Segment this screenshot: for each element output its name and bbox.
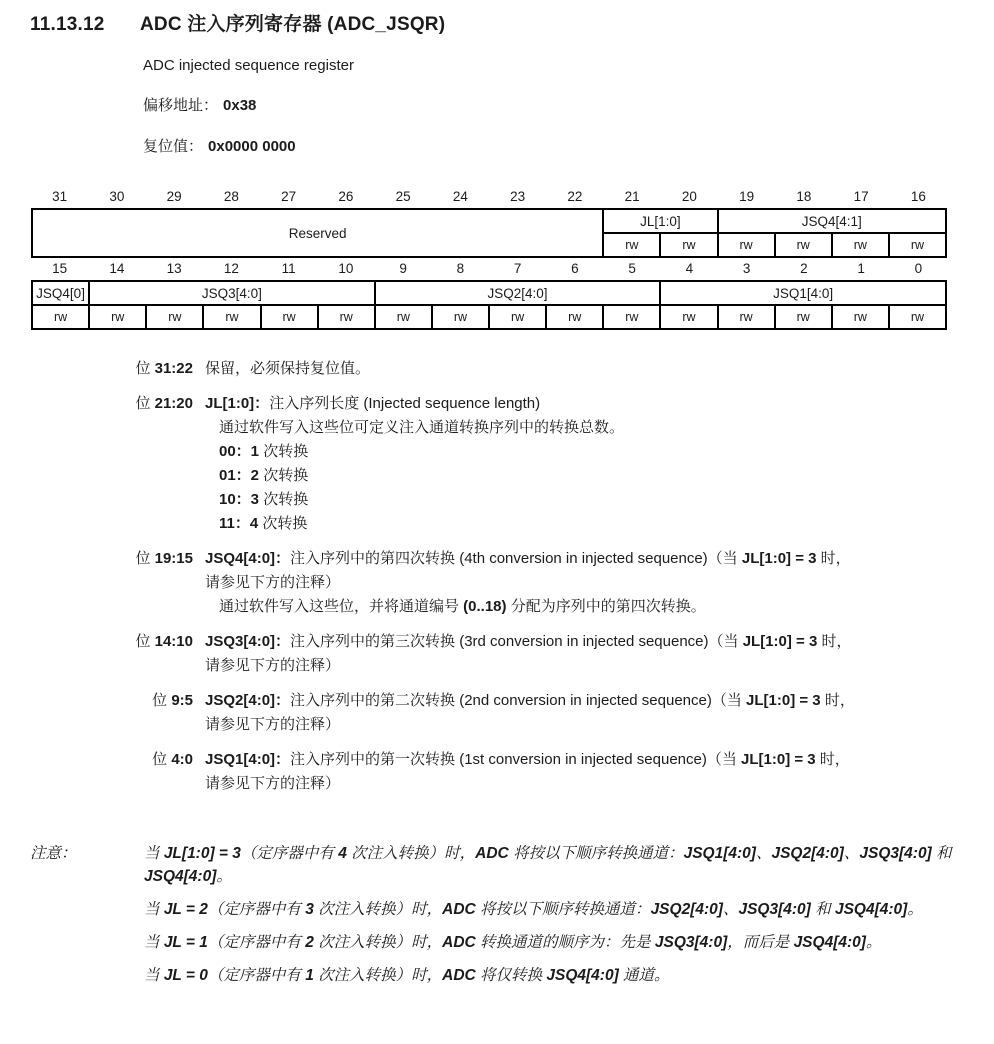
bit-number: 29 [166,189,182,204]
text-segment: 注入序列中的第二次转换 (2nd conversion in injected sequence)（当 [290,692,747,709]
bit-range-value: 19:15 [154,550,193,567]
bit-number: 6 [571,261,579,276]
description-line [205,748,957,772]
field-descriptions [30,357,994,796]
description-line [205,772,957,796]
description-line [205,595,957,619]
note-paragraph [144,964,956,987]
emphasized-text: JSQ4[4:0] [546,967,619,984]
text-segment: 和 [931,845,952,862]
emphasized-text: JSQ4[4:0]： [205,550,291,567]
bit-number: 28 [223,189,239,204]
bit-number: 22 [567,189,583,204]
emphasized-text: JSQ4[4:0] [144,868,217,885]
field-description-row [30,748,994,796]
text-segment: 注入序列中的第三次转换 (3rd conversion in injected sequence)（当 [290,633,743,650]
access-cell: rw [832,233,889,257]
emphasized-text: JSQ2[4:0] [650,901,723,918]
text-segment: （定序器中有 [207,901,306,918]
note-paragraph [144,931,956,954]
emphasized-text: JSQ2[4:0] [771,845,844,862]
text-segment: 通过软件写入这些位可定义注入通道转换序列中的转换总数。 [219,419,625,436]
text-segment: 和 [810,901,835,918]
text-segment: 将仅转换 [475,967,547,984]
bit-number: 24 [452,189,468,204]
bit-number: 18 [796,189,812,204]
register-subtitle: ADC injected sequence register [143,57,354,74]
access-cell: rw [889,233,946,257]
text-segment: 将按以下顺序转换通道： [475,901,651,918]
field-description-row [30,630,994,678]
text-segment: 次转换 [259,443,309,460]
access-cell: rw [660,233,717,257]
emphasized-text: 10：3 [219,491,260,508]
access-cell: rw [146,305,203,329]
emphasized-text: JL[1:0] = 3 [746,692,821,709]
field-cell: JSQ3[4:0] [89,281,375,305]
access-cell: rw [203,305,260,329]
text-segment: 时， [820,692,855,709]
emphasized-text: 1 [305,967,314,984]
text-segment: 请参见下方的注释） [205,574,341,591]
field-cell: JSQ1[4:0] [660,281,946,305]
emphasized-text: JSQ4[4:0] [793,934,866,951]
bit-range-label [30,748,193,796]
emphasized-text: JSQ3[4:0] [654,934,728,951]
text-segment: （定序器中有 [207,934,306,951]
text-segment: 次注入转换）时， [346,845,476,862]
section-number: 11.13.12 [30,14,105,35]
access-cell: rw [775,233,832,257]
emphasized-text: ADC [442,901,476,918]
bit-number-row [31,186,947,208]
bit-number: 5 [628,261,636,276]
text-segment: 时， [816,550,851,567]
note-paragraph [144,842,956,888]
text-segment: 次注入转换）时， [313,967,443,984]
bit-range-label [30,392,193,536]
text-segment: 注入序列长度 (Injected sequence length) [269,395,541,412]
bit-number: 25 [395,189,411,204]
access-cell: rw [832,305,889,329]
description-line [205,630,957,654]
emphasized-text: JL[1:0] = 3 [741,751,816,768]
bit-number: 21 [624,189,640,204]
bit-number: 30 [109,189,125,204]
bit-number: 11 [281,261,296,276]
access-cell: rw [889,305,946,329]
emphasized-text: JSQ3[4:0]： [205,633,291,650]
access-cell: rw [318,305,375,329]
field-cell: JL[1:0] [603,209,717,233]
bit-number: 8 [456,261,465,276]
emphasized-text: JSQ1[4:0]： [205,751,291,768]
emphasized-text: JSQ2[4:0]： [205,692,291,709]
reset-value-line [143,135,994,156]
text-segment: 请参见下方的注释） [205,716,341,733]
emphasized-text: (0..18) [463,598,507,615]
bit-number: 15 [52,261,68,276]
text-segment: 当 [144,967,164,984]
bit-range-prefix: 位 [135,550,155,567]
bit-number: 3 [742,261,751,276]
emphasized-text: ADC [442,967,476,984]
bit-number: 19 [739,189,755,204]
access-cell: rw [660,305,717,329]
text-segment: 次转换 [259,467,309,484]
text-segment: 当 [144,934,164,951]
offset-address-line [143,94,994,115]
text-segment: 请参见下方的注释） [205,775,341,792]
description-line [205,392,957,416]
note-label: 注意： [30,845,77,862]
access-cell: rw [718,233,775,257]
emphasized-text: 2 [305,934,314,951]
text-segment: 。 [216,868,232,885]
description-line [205,689,957,713]
bit-number: 1 [857,261,865,276]
emphasized-text: 01：2 [219,467,260,484]
bit-number-row [31,258,947,280]
bit-range-label [30,547,193,619]
description-line [205,416,957,440]
text-segment: 注入序列中的第四次转换 (4th conversion in injected sequence)（当 [290,550,742,567]
field-description-row [30,357,994,381]
bit-number: 20 [681,189,697,204]
bit-range-prefix: 位 [152,692,172,709]
reset-value: 0x0000 0000 [208,138,296,155]
text-segment: 、 [722,901,739,918]
emphasized-text: JL[1:0]： [205,395,270,412]
text-segment: 通过软件写入这些位，并将通道编号 [219,598,464,615]
emphasized-text: JSQ4[4:0] [834,901,908,918]
bit-number: 13 [166,261,182,276]
description-line [205,654,957,678]
text-segment: 当 [144,845,164,862]
bit-range-prefix: 位 [135,633,155,650]
bit-number: 7 [513,261,522,276]
field-description-row [30,547,994,619]
text-segment: 保留，必须保持复位值。 [205,360,371,377]
bit-range-value: 14:10 [154,633,193,650]
text-segment: 次转换 [259,491,309,508]
access-cell: rw [432,305,489,329]
access-cell: rw [261,305,318,329]
field-description-content [205,630,957,678]
text-segment: 当 [144,901,164,918]
text-segment: ，而后是 [727,934,794,951]
text-segment: 注入序列中的第一次转换 (1st conversion in injected sequence)（当 [290,751,742,768]
text-segment: 次注入转换）时， [313,901,443,918]
bit-range-prefix: 位 [135,395,155,412]
access-cell: rw [89,305,146,329]
access-cell: rw [603,305,660,329]
description-line [205,547,957,571]
bit-number: 23 [510,189,526,204]
emphasized-text: JSQ3[4:0] [738,901,811,918]
field-cell: Reserved [32,209,603,257]
emphasized-text: ADC [475,845,509,862]
bit-range-value: 4:0 [171,751,193,768]
note-section [30,842,994,997]
text-segment: （定序器中有 [240,845,339,862]
bit-number: 17 [853,189,869,204]
emphasized-text: JL = 2 [163,901,208,918]
bit-number: 16 [910,189,926,204]
text-segment: 、 [843,845,860,862]
emphasized-text: JL[1:0] = 3 [741,550,817,567]
emphasized-text: 11：4 [219,515,259,532]
bit-number: 14 [109,261,125,276]
access-cell: rw [546,305,603,329]
bit-range-value: 21:20 [154,395,193,412]
register-field-grid [31,208,947,258]
page-title: ADC 注入序列寄存器 (ADC_JSQR) [140,14,446,35]
emphasized-text: 3 [305,901,314,918]
emphasized-text: JL = 0 [163,967,208,984]
register-diagram [31,186,947,330]
bit-range-prefix: 位 [135,360,155,377]
bit-range-value: 31:22 [154,360,193,377]
bit-number: 9 [399,261,407,276]
description-line [205,512,957,536]
field-cell: JSQ4[4:1] [718,209,947,233]
field-description-content [205,748,957,796]
access-cell: rw [775,305,832,329]
bit-number: 12 [223,261,239,276]
reset-value-label: 复位值： [143,138,204,155]
description-line [205,571,957,595]
field-description-row [30,689,994,737]
text-segment: 转换通道的顺序为：先是 [475,934,655,951]
text-segment: 将按以下顺序转换通道： [508,845,684,862]
description-line [205,713,957,737]
offset-address-label: 偏移地址： [143,97,219,114]
field-cell: JSQ2[4:0] [375,281,661,305]
bit-number: 26 [338,189,354,204]
access-cell: rw [603,233,660,257]
emphasized-text: 4 [338,845,347,862]
emphasized-text: JL[1:0] = 3 [163,845,241,862]
bit-number: 27 [281,189,297,204]
field-description-content [205,689,957,737]
text-segment: 次转换 [258,515,308,532]
emphasized-text: JL[1:0] = 3 [742,633,818,650]
bit-number: 4 [685,261,694,276]
text-segment: 请参见下方的注释） [205,657,341,674]
section-header [30,9,994,36]
bit-range-prefix: 位 [152,751,172,768]
bit-range-label [30,689,193,737]
bit-range-value: 9:5 [171,692,193,709]
offset-address-value: 0x38 [223,97,257,114]
text-segment: 通道。 [618,967,670,984]
bit-range-label [30,630,193,678]
note-paragraph [144,898,956,921]
text-segment: （定序器中有 [207,967,306,984]
bit-number: 0 [914,261,923,276]
note-paragraphs [144,842,956,997]
bit-number: 2 [800,261,808,276]
field-cell: JSQ4[0] [32,281,89,305]
description-line [205,464,957,488]
description-line [205,440,957,464]
emphasized-text: ADC [442,934,476,951]
access-cell: rw [489,305,546,329]
emphasized-text: JL = 1 [163,934,208,951]
bit-range-label [30,357,193,381]
emphasized-text: JSQ3[4:0] [859,845,932,862]
text-segment: 次注入转换）时， [313,934,443,951]
text-segment: 时， [817,633,852,650]
text-segment: 分配为序列中的第四次转换。 [506,598,706,615]
emphasized-text: JSQ1[4:0] [683,845,756,862]
access-cell: rw [32,305,89,329]
field-description-row [30,392,994,536]
text-segment: 时， [815,751,850,768]
bit-number: 10 [338,261,354,276]
field-description-content [205,357,957,381]
description-line [205,488,957,512]
register-field-grid [31,280,947,330]
bit-number: 31 [52,189,68,204]
text-segment: 、 [755,845,772,862]
description-line [205,357,957,381]
text-segment: 。 [907,901,923,918]
field-description-content [205,392,957,536]
field-description-content [205,547,957,619]
access-cell: rw [375,305,432,329]
emphasized-text: 00：1 [219,443,260,460]
text-segment: 。 [865,934,882,951]
access-cell: rw [718,305,775,329]
